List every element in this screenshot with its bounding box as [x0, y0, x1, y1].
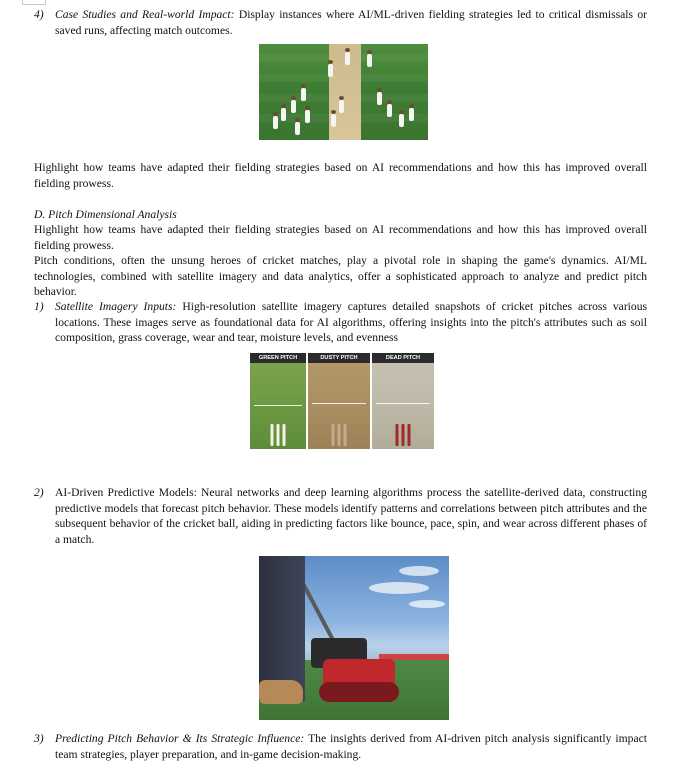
groundsman-boot — [259, 680, 303, 704]
satellite-imagery-text: High-resolution satellite imagery captures detailed snapshots of cricket pitches across various locations. These images serve as foundational data for AI algorithms, offering insights into the pitch's attributes such as soil composition, grass coverage, wear and tear, moisture levels, and evenness — [55, 300, 648, 344]
pitch-behavior-paragraph — [55, 731, 647, 762]
stumps-icon — [332, 424, 347, 446]
dusty-pitch-label: DUSTY PITCH — [308, 353, 370, 363]
dead-pitch-image — [372, 353, 434, 449]
fielding-photo — [259, 44, 428, 140]
green-pitch-label: GREEN PITCH — [250, 353, 306, 363]
dead-pitch-label: DEAD PITCH — [372, 353, 434, 363]
stumps-icon — [271, 424, 286, 446]
section-d-para-1: Highlight how teams have adapted their fielding strategies based on AI recommendations and how this has improved overall fielding prowess. — [34, 223, 647, 252]
list-number-1: 1) — [34, 300, 44, 313]
fielding-highlight-paragraph: Highlight how teams have adapted their fielding strategies based on AI recommendations and how this has improved overall fielding prowess. — [34, 161, 647, 190]
page-corner-mark — [22, 0, 46, 5]
satellite-imagery-title: Satellite Imagery Inputs: — [55, 300, 177, 313]
section-d-para-2: Pitch conditions, often the unsung heroes of cricket matches, play a pivotal role in shaping the game's dynamics. AI/ML technologies, combined with satellite imagery and data analytics, offer a sophisticated approach to analyze and predict pitch behavior. — [34, 254, 647, 298]
predictive-models-paragraph: AI-Driven Predictive Models: Neural networks and deep learning algorithms process the satellite-derived data, constructing predictive models that forecast pitch behavior. These models identify patterns and correlations between pitch attributes and the subsequent behavior of the cricket ball, aiding in predicting factors like bounce, pace, spin, and wear across different phases of a match. — [55, 486, 647, 546]
list-number-2: 2) — [34, 486, 44, 499]
section-d-heading: D. Pitch Dimensional Analysis — [34, 208, 177, 221]
satellite-imagery-paragraph — [55, 299, 647, 346]
green-pitch-image — [250, 353, 306, 449]
list-number-3: 3) — [34, 732, 44, 745]
case-studies-paragraph — [55, 7, 647, 38]
pitch-mower-photo — [259, 556, 449, 720]
case-studies-text: Display instances where AI/ML-driven fielding strategies led to critical dismissals or saved runs, affecting match outcomes. — [55, 8, 647, 37]
pitch-behavior-title: Predicting Pitch Behavior & Its Strategic Influence: — [55, 732, 305, 745]
dusty-pitch-image — [308, 353, 370, 449]
case-studies-title: Case Studies and Real-world Impact: — [55, 8, 235, 21]
list-number-4: 4) — [34, 8, 44, 21]
stumps-icon — [396, 424, 411, 446]
pitch-behavior-text: The insights derived from AI-driven pitch analysis significantly impact team strategies, player preparation, and in-game decision-making. — [55, 732, 647, 761]
